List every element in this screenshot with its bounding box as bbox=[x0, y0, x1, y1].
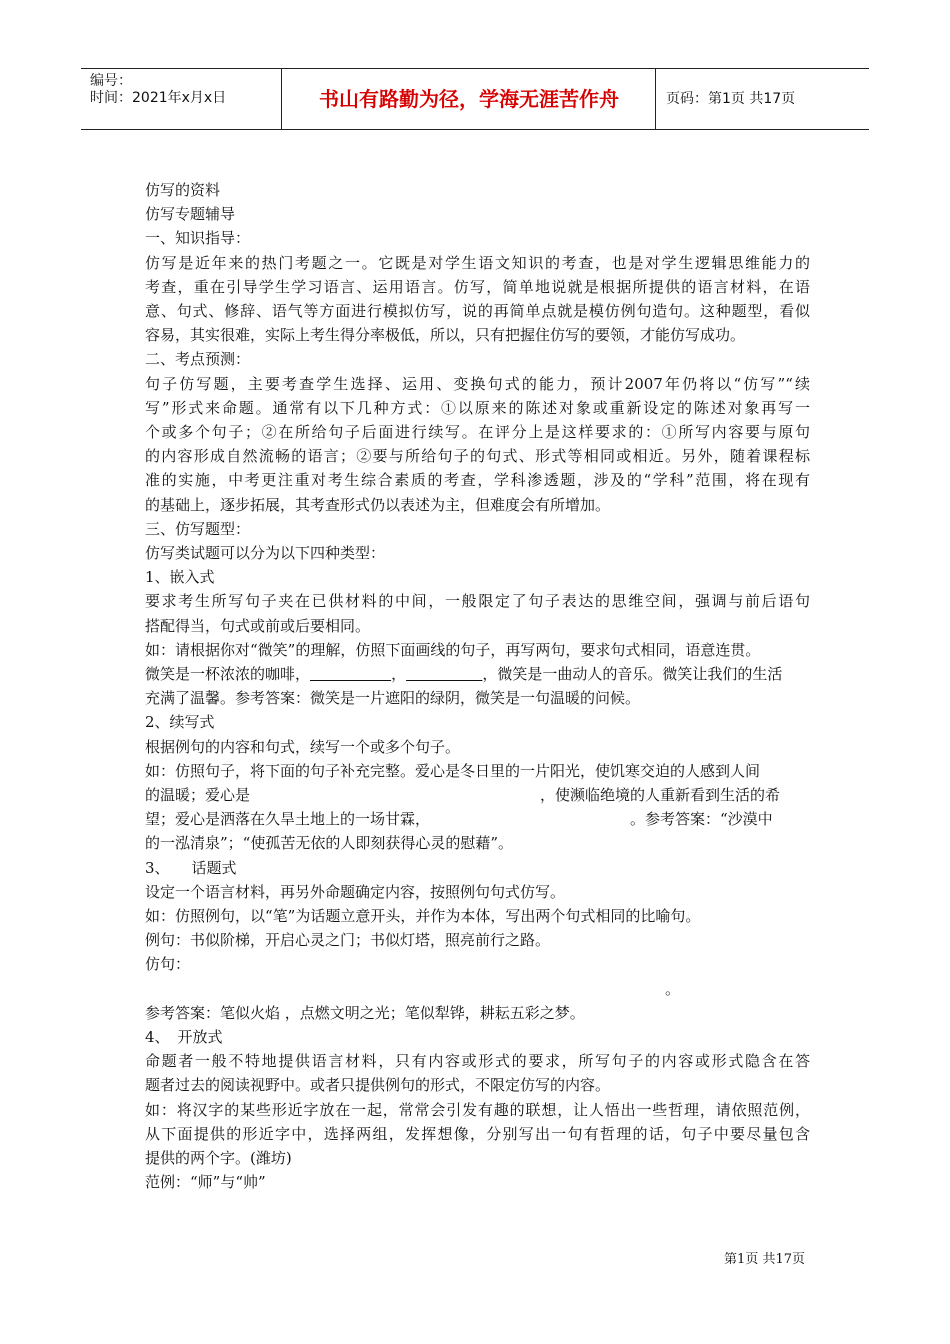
doc-subtitle: 仿写专题辅导 bbox=[145, 205, 236, 224]
paragraph-line: 命题者一般不特地提供语言材料，只有内容或形式的要求，所写句子的内容或形式隐含在答 bbox=[145, 1052, 810, 1071]
paragraph-line: 根据例句的内容和句式，续写一个或多个句子。 bbox=[145, 737, 461, 756]
paragraph-line: 意、句式、修辞、语气等方面进行模拟仿写，说的再简单点就是模仿例句造句。这种题型，看似 bbox=[145, 301, 810, 320]
blank-line-end: 。 bbox=[665, 979, 681, 998]
paragraph-line: 考查，重在引导学生学习语言、运用语言。仿写，简单地说就是根据所提供的语言材料，在语 bbox=[145, 277, 810, 296]
header-page-number: 页码：第1页 共17页 bbox=[666, 91, 796, 107]
paragraph-line: 个或多个句子；②在所给句子后面进行续写。在评分上是这样要求的：①所写内容要与原句 bbox=[145, 422, 810, 441]
type-number: 4、 bbox=[145, 1027, 170, 1046]
example-line bbox=[145, 783, 810, 807]
paragraph-line: 的内容形成自然流畅的语言；②要与所给句子的句式、形式等相同或相近。另外，随着课程标 bbox=[145, 447, 810, 466]
header-motto: 书山有路勤为径，学海无涯苦作舟 bbox=[319, 87, 619, 111]
paragraph-line: 写”形式来命题。通常有以下几种方式：①以原来的陈述对象或重新设定的陈述对象再写一 bbox=[145, 398, 810, 417]
type-number: 3、 bbox=[145, 858, 170, 877]
paragraph-line: 句子仿写题，主要考查学生选择、运用、变换句式的能力，预计2007年仍将以“仿写”“续 bbox=[145, 374, 810, 393]
type-name: 话题式 bbox=[191, 858, 237, 877]
answer-line: 参考答案：笔似火焰 ，点燃文明之光；笔似犁铧，耕耘五彩之梦。 bbox=[145, 1003, 585, 1022]
page-header bbox=[81, 68, 869, 130]
sample-line: 范例：“师”与“帅” bbox=[145, 1173, 266, 1192]
paragraph-line: 要求考生所写句子夹在已供材料的中间，一般限定了句子表达的思维空间，强调与前后语句 bbox=[145, 592, 810, 611]
example-line: 如：仿照句子，将下面的句子补充完整。爱心是冬日里的一片阳光，使饥寒交迫的人感到人间 bbox=[145, 761, 761, 780]
blank bbox=[310, 665, 391, 683]
blank bbox=[406, 665, 482, 683]
paragraph-line: 搭配得当，句式或前或后要相同。 bbox=[145, 616, 371, 635]
doc-date: 时间：2021年x月x日 bbox=[90, 90, 227, 106]
example-line: 微笑是一杯浓浓的咖啡， ， ，微笑是一曲动人的音乐。微笑让我们的生活 bbox=[145, 664, 783, 683]
example-text: 微笑是一杯浓浓的咖啡， bbox=[145, 664, 311, 683]
example-line: 提供的两个字。(潍坊) bbox=[145, 1148, 292, 1167]
example-line bbox=[145, 807, 810, 831]
example-text: 。参考答案：“沙漠中 bbox=[630, 810, 773, 829]
type-name: 开放式 bbox=[177, 1027, 223, 1046]
example-text: 望；爱心是洒落在久旱土地上的一场甘霖， bbox=[145, 810, 431, 829]
doc-title: 仿写的资料 bbox=[145, 181, 221, 199]
example-text: 的温暖；爱心是 bbox=[145, 785, 251, 804]
section-heading: 一、知识指导： bbox=[145, 229, 251, 248]
type-heading bbox=[145, 1025, 810, 1049]
paragraph-line: 题者过去的阅读视野中。或者只提供例句的形式，不限定仿写的内容。 bbox=[145, 1076, 611, 1095]
example-text: ，微笑是一曲动人的音乐。微笑让我们的生活 bbox=[482, 664, 783, 683]
page-footer: 第1页 共17页 bbox=[724, 1252, 805, 1267]
paragraph-line: 设定一个语言材料，再另外命题确定内容，按照例句句式仿写。 bbox=[145, 882, 566, 901]
paragraph-line: 准的实施，中考更注重对考生综合素质的考查，学科渗透题，涉及的“学科”范围，将在现有 bbox=[145, 471, 810, 490]
type-heading: 2、续写式 bbox=[145, 713, 215, 732]
header-divider bbox=[655, 69, 656, 129]
type-heading bbox=[145, 856, 810, 880]
doc-number: 编号： bbox=[90, 73, 132, 89]
paragraph-line: 容易，其实很难，实际上考生得分率极低，所以，只有把握住仿写的要领，才能仿写成功。 bbox=[145, 326, 746, 345]
section-heading: 三、仿写题型： bbox=[145, 519, 251, 538]
header-divider bbox=[281, 69, 282, 129]
example-line: 如：仿照例句，以“笔”为话题立意开头，并作为本体，写出两个句式相同的比喻句。 bbox=[145, 906, 701, 925]
example-line: 充满了温馨。参考答案：微笑是一片遮阳的绿阴，微笑是一句温暖的问候。 bbox=[145, 689, 641, 708]
example-line: 如：请根据你对“微笑”的理解，仿照下面画线的句子，再写两句，要求句式相同，语意连贯。 bbox=[145, 640, 761, 659]
paragraph-line: 仿写是近年来的热门考题之一。它既是对学生语文知识的考查，也是对学生逻辑思维能力的 bbox=[145, 253, 810, 272]
example-line: 仿句： bbox=[145, 955, 191, 974]
document-body bbox=[145, 178, 810, 1194]
paragraph-line: 仿写类试题可以分为以下四种类型： bbox=[145, 543, 386, 562]
example-line: 的一泓清泉”；“使孤苦无依的人即刻获得心灵的慰藉”。 bbox=[145, 834, 514, 853]
section-heading: 二、考点预测： bbox=[145, 350, 251, 369]
paragraph-line: 的基础上，逐步拓展，其考查形式仍以表述为主，但难度会有所增加。 bbox=[145, 495, 611, 514]
example-text: ，使濒临绝境的人重新看到生活的希 bbox=[540, 785, 781, 804]
type-heading: 1、嵌入式 bbox=[145, 568, 215, 587]
header-meta bbox=[90, 73, 226, 107]
example-line: 例句：书似阶梯，开启心灵之门；书似灯塔，照亮前行之路。 bbox=[145, 931, 551, 950]
example-line: 从下面提供的形近字中，选择两组，发挥想像，分别写出一句有哲理的话，句子中要尽量包含 bbox=[145, 1124, 810, 1143]
example-line: 如：将汉字的某些形近字放在一起，常常会引发有趣的联想，让人悟出一些哲理，请依照范例， bbox=[145, 1100, 810, 1119]
